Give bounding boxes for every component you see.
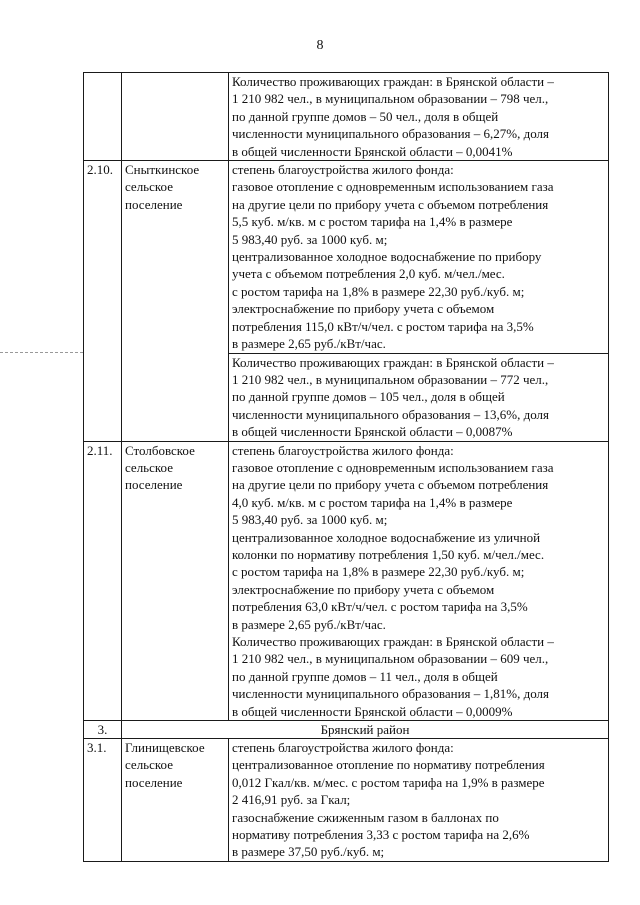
text-line: в размере 37,50 руб./куб. м; xyxy=(232,844,385,860)
text-line: нормативу потребления 3,33 с ростом тарифа на 2,6% xyxy=(232,827,530,843)
text-line: на другие цели по прибору учета с объемом потребления xyxy=(232,477,549,493)
region-title: Брянский район xyxy=(122,721,609,739)
text-line: 2 416,91 руб. за Гкал; xyxy=(232,792,351,808)
text-line: численности муниципального образования – 13,6%, доля xyxy=(232,406,550,422)
name-line: Столбовское xyxy=(125,442,195,458)
text-line: Количество проживающих граждан: в Брянской области – xyxy=(232,634,554,649)
text-line: 5,5 куб. м/кв. м с ростом тарифа на 1,4% в размере xyxy=(232,214,513,230)
name-line: поселение xyxy=(125,196,183,212)
text-line: газовое отопление с одновременным использованием газа xyxy=(232,179,554,195)
text-line: в общей численности Брянской области – 0,0009% xyxy=(232,703,513,719)
text-line: степень благоустройства жилого фонда: xyxy=(232,740,454,756)
text-line: потребления 115,0 кВт/ч/чел. с ростом тарифа на 3,5% xyxy=(232,318,534,334)
name-line: поселение xyxy=(125,774,183,790)
row-description xyxy=(229,739,609,862)
text-line: электроснабжение по прибору учета с объемом xyxy=(232,581,495,597)
text-line: в общей численности Брянской области – 0,0087% xyxy=(232,424,513,440)
table-row xyxy=(84,739,609,862)
text-line: 1 210 982 чел., в муниципальном образовании – 798 чел., xyxy=(232,91,549,107)
text-line: численности муниципального образования – 6,27%, доля xyxy=(232,126,550,142)
margin-cut-line xyxy=(0,352,83,353)
text-line: учета с объемом потребления 2,0 куб. м/чел./мес. xyxy=(232,266,505,282)
text-line: в размере 2,65 руб./кВт/час. xyxy=(232,336,386,352)
tariff-table xyxy=(83,72,609,862)
text-line: газовое отопление с одновременным использованием газа xyxy=(232,459,554,475)
settlement-name xyxy=(122,73,229,161)
text-line: Количество проживающих граждан: в Брянской области – xyxy=(232,354,554,370)
text-line: на другие цели по прибору учета с объемом потребления xyxy=(232,196,549,212)
name-line: Глинищевское xyxy=(125,740,205,756)
text-line: по данной группе домов – 105 чел., доля в общей xyxy=(232,389,505,405)
text-line: 1 210 982 чел., в муниципальном образовании – 772 чел., xyxy=(232,371,549,387)
text-line: степень благоустройства жилого фонда: xyxy=(232,442,454,458)
name-line: Сныткинское xyxy=(125,162,200,178)
text-line: централизованное отопление по нормативу потребления xyxy=(232,757,545,773)
name-line: поселение xyxy=(125,477,183,493)
text-line: по данной группе домов – 50 чел., доля в общей xyxy=(232,108,499,124)
text-line: электроснабжение по прибору учета с объемом xyxy=(232,301,495,317)
page-number: 8 xyxy=(316,38,324,53)
text-line: по данной группе домов – 11 чел., доля в общей xyxy=(232,668,498,684)
row-number xyxy=(84,353,122,441)
text-line: централизованное холодное водоснабжение по прибору xyxy=(232,249,542,265)
text-line: колонки по нормативу потребления 1,50 куб. м/чел./мес. xyxy=(232,546,545,562)
text-line: Количество проживающих граждан: в Брянской области – xyxy=(232,74,554,89)
region-number: 3. xyxy=(84,721,122,739)
text-line: численности муниципального образования – 1,81%, доля xyxy=(232,686,550,702)
row-description xyxy=(229,73,609,161)
name-line: сельское xyxy=(125,757,173,773)
settlement-name xyxy=(122,353,229,441)
text-line: с ростом тарифа на 1,8% в размере 22,30 руб./куб. м; xyxy=(232,564,525,580)
settlement-name xyxy=(122,161,229,353)
row-description xyxy=(229,353,609,441)
text-line: 4,0 куб. м/кв. м с ростом тарифа на 1,4% в размере xyxy=(232,494,513,510)
table-row xyxy=(84,73,609,161)
settlement-name xyxy=(122,739,229,862)
text-line: централизованное холодное водоснабжение из уличной xyxy=(232,529,541,545)
row-description xyxy=(229,161,609,353)
row-description xyxy=(229,441,609,721)
text-line: газоснабжение сжиженным газом в баллонах по xyxy=(232,809,499,825)
name-line: сельское xyxy=(125,179,173,195)
row-number: 3.1. xyxy=(84,739,122,862)
text-line: 1 210 982 чел., в муниципальном образовании – 609 чел., xyxy=(232,651,549,667)
text-line: 5 983,40 руб. за 1000 куб. м; xyxy=(232,512,388,528)
text-line: 0,012 Гкал/кв. м/мес. с ростом тарифа на 1,9% в размере xyxy=(232,774,545,790)
table-row xyxy=(84,441,609,721)
text-line: в общей численности Брянской области – 0,0041% xyxy=(232,143,513,159)
row-number: 2.11. xyxy=(84,441,122,721)
settlement-name xyxy=(122,441,229,721)
table-row xyxy=(84,353,609,441)
text-line: 5 983,40 руб. за 1000 куб. м; xyxy=(232,231,388,247)
text-line: в размере 2,65 руб./кВт/час. xyxy=(232,616,386,632)
row-number xyxy=(84,73,122,161)
name-line: сельское xyxy=(125,459,173,475)
text-line: потребления 63,0 кВт/ч/чел. с ростом тарифа на 3,5% xyxy=(232,599,528,615)
row-number: 2.10. xyxy=(84,161,122,353)
region-row xyxy=(84,721,609,739)
text-line: с ростом тарифа на 1,8% в размере 22,30 руб./куб. м; xyxy=(232,283,525,299)
text-line: степень благоустройства жилого фонда: xyxy=(232,162,454,178)
table-row xyxy=(84,161,609,353)
